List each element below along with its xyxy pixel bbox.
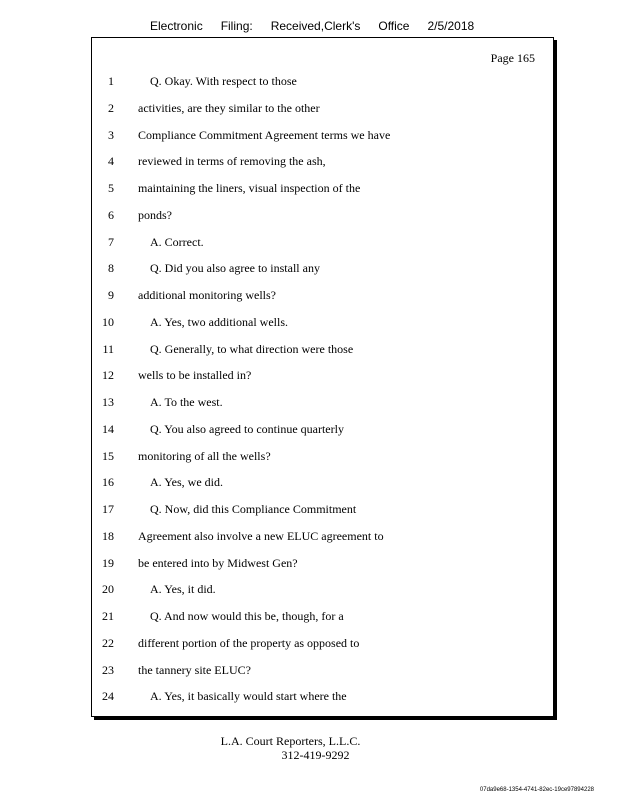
transcript-line — [92, 205, 553, 225]
filing-label: Filing: — [220, 19, 253, 33]
line-number: 22 — [102, 635, 114, 650]
line-number: 20 — [102, 582, 114, 597]
footer-phone: 312-419-9292 — [281, 748, 350, 762]
line-number: 13 — [102, 395, 114, 409]
line-number: 18 — [102, 528, 114, 543]
footer-firm-name: L.A. Court Reporters, L.L.C. — [220, 734, 361, 748]
filing-stamp-header — [150, 19, 474, 33]
transcript-line — [92, 312, 553, 332]
transcript-line — [92, 178, 553, 198]
line-text: A. Yes, two additional wells. — [150, 314, 288, 329]
line-text: A. Yes, we did. — [150, 475, 224, 490]
line-number: 8 — [108, 261, 114, 276]
transcript-line — [92, 258, 553, 278]
line-text: reviewed in terms of removing the ash, — [138, 154, 326, 169]
line-number: 2 — [108, 100, 114, 115]
transcript-line — [92, 686, 553, 706]
filing-received: Received,Clerk's — [270, 19, 361, 33]
line-text: the tannery site ELUC? — [138, 662, 251, 677]
transcript-line — [92, 71, 553, 91]
line-number: 10 — [102, 314, 114, 329]
transcript-line — [92, 446, 553, 466]
transcript-line — [92, 285, 553, 305]
line-text: Compliance Commitment Agreement terms we have — [138, 127, 391, 142]
line-text: different portion of the property as opposed to — [138, 635, 360, 650]
line-text: A. Correct. — [150, 234, 204, 249]
line-number: 4 — [108, 154, 114, 169]
line-text: activities, are they similar to the other — [138, 100, 320, 115]
line-text: Q. And now would this be, though, for a — [150, 609, 344, 623]
transcript-line — [92, 553, 553, 573]
line-number: 7 — [108, 234, 114, 249]
line-number: 23 — [102, 662, 114, 677]
line-number: 21 — [102, 609, 114, 623]
line-text: Q. Did you also agree to install any — [150, 261, 320, 276]
transcript-line — [92, 660, 553, 680]
transcript-line — [92, 98, 553, 118]
transcript-line — [92, 365, 553, 385]
line-number: 19 — [102, 555, 114, 570]
line-text: monitoring of all the wells? — [138, 448, 271, 463]
transcript-line — [92, 125, 553, 145]
line-text: Q. Now, did this Compliance Commitment — [150, 502, 357, 516]
filing-office: Office — [378, 19, 410, 33]
line-text: ponds? — [138, 207, 172, 222]
line-text: additional monitoring wells? — [138, 288, 276, 302]
transcript-line — [92, 419, 553, 439]
line-number: 15 — [102, 448, 114, 463]
line-number: 1 — [108, 74, 114, 88]
line-number: 5 — [108, 181, 114, 195]
line-text: Q. Generally, to what direction were those — [150, 341, 354, 356]
line-text: Q. Okay. With respect to those — [150, 74, 297, 88]
transcript-line — [92, 339, 553, 359]
transcript-line — [92, 392, 553, 412]
line-number: 14 — [102, 421, 114, 436]
transcript-line — [92, 151, 553, 171]
line-text: A. To the west. — [150, 395, 223, 409]
line-text: Q. You also agreed to continue quarterly — [150, 421, 344, 436]
transcript-line — [92, 526, 553, 546]
filing-date: 2/5/2018 — [427, 19, 475, 33]
line-text: wells to be installed in? — [138, 368, 252, 383]
transcript-line — [92, 606, 553, 626]
line-text: Agreement also involve a new ELUC agreement to — [138, 528, 384, 543]
line-text: maintaining the liners, visual inspection of the — [138, 181, 361, 195]
line-number: 24 — [102, 689, 114, 704]
transcript-page — [91, 37, 554, 717]
filing-electronic: Electronic — [150, 19, 203, 33]
transcript-line — [92, 579, 553, 599]
line-number: 3 — [108, 127, 114, 142]
transcript-line — [92, 633, 553, 653]
line-number: 6 — [108, 207, 114, 222]
line-number: 16 — [102, 475, 114, 490]
transcript-line — [92, 499, 553, 519]
document-id: 07da9e68-1354-4741-82ec-19ce97894228 — [479, 787, 594, 793]
transcript-line — [92, 472, 553, 492]
line-number: 9 — [108, 288, 114, 302]
line-text: A. Yes, it basically would start where the — [150, 689, 347, 704]
page-number: Page 165 — [490, 51, 535, 65]
line-text: A. Yes, it did. — [150, 582, 216, 597]
line-number: 12 — [102, 368, 114, 383]
line-number: 17 — [102, 502, 114, 516]
line-number: 11 — [102, 341, 114, 356]
transcript-line — [92, 232, 553, 252]
line-text: be entered into by Midwest Gen? — [138, 555, 298, 570]
